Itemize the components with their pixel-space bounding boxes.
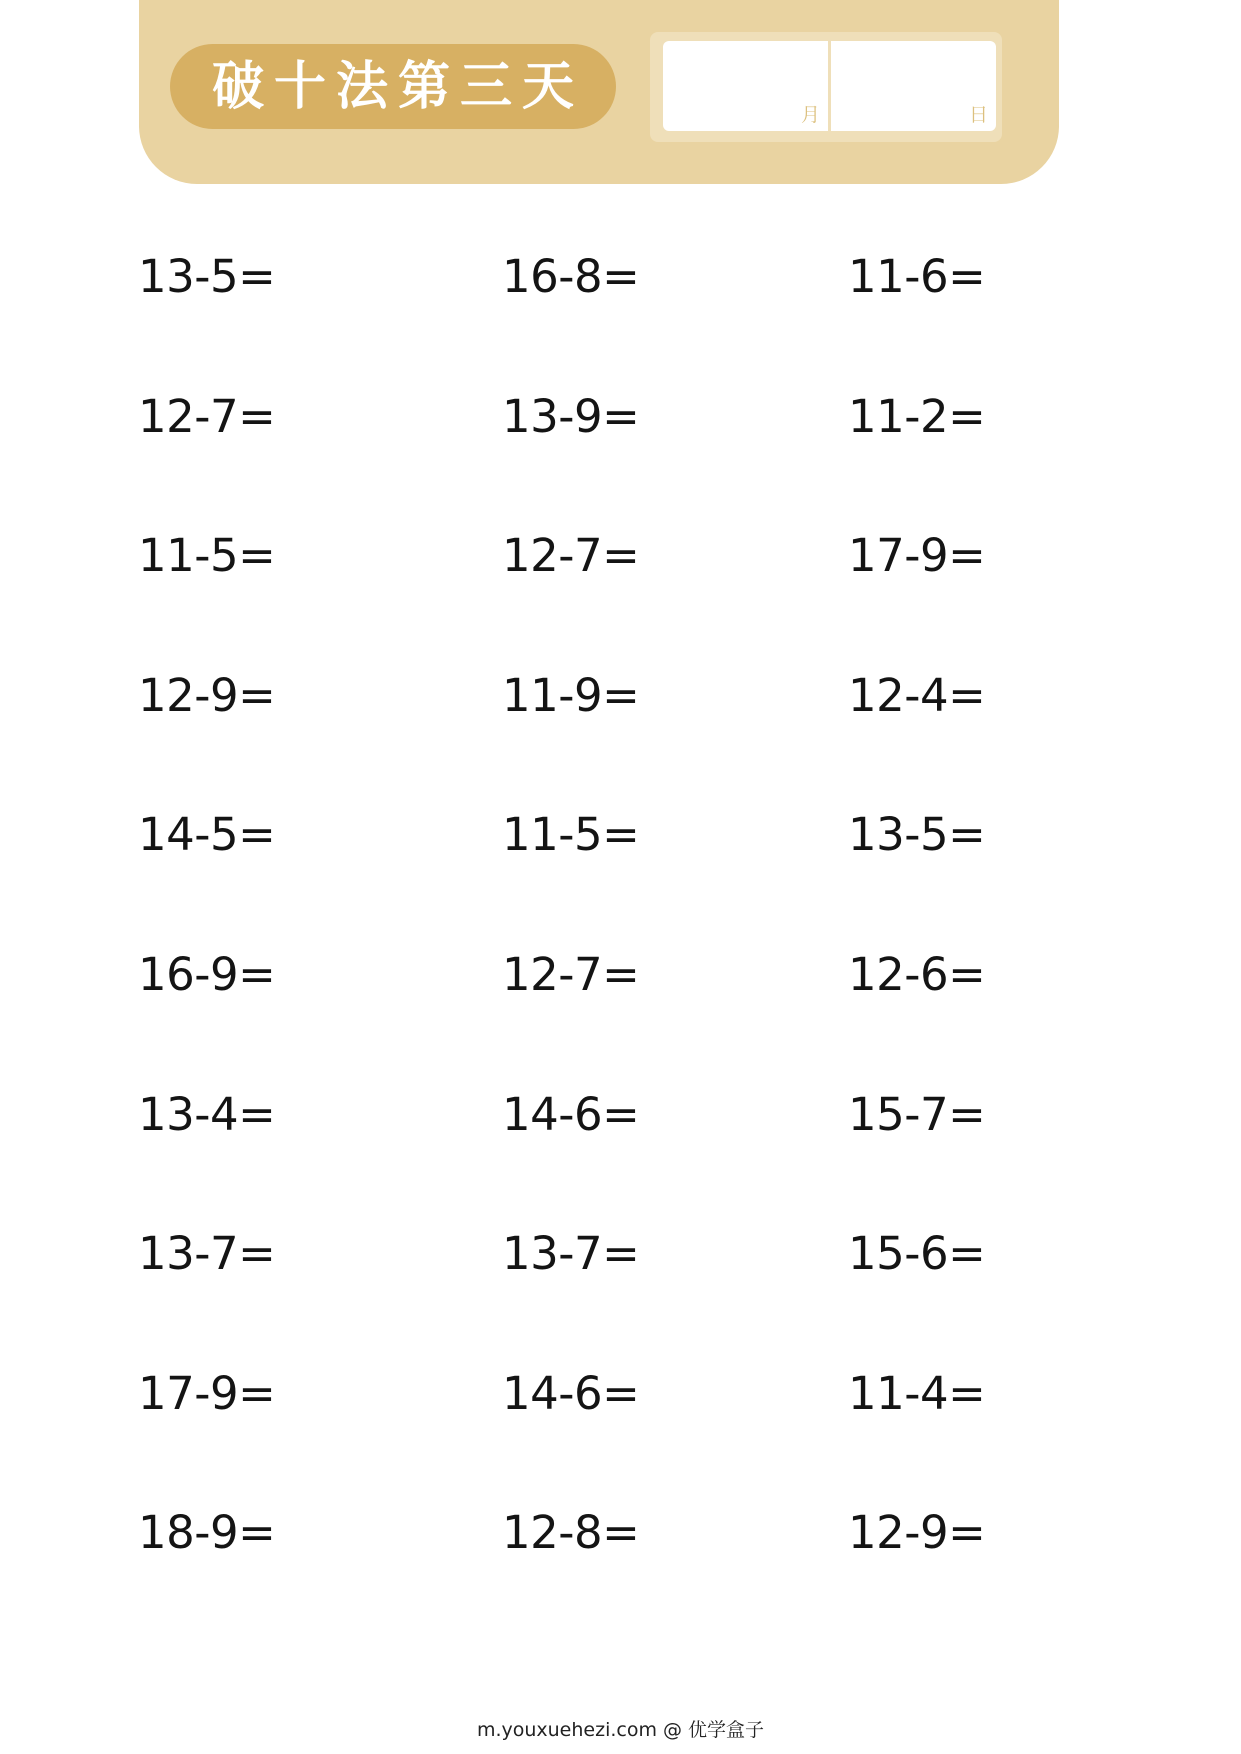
problem-r8-c1: 13-7= [138,1227,276,1280]
problem-r4-c2: 11-9= [502,669,640,722]
problem-r10-c3: 12-9= [848,1506,986,1559]
problem-r9-c1: 17-9= [138,1367,276,1420]
date-panel [650,32,1002,142]
problem-r8-c3: 15-6= [848,1227,986,1280]
problem-r7-c1: 13-4= [138,1088,276,1141]
day-label: 日 [968,104,988,126]
problem-r6-c1: 16-9= [138,948,276,1001]
problem-r2-c1: 12-7= [138,390,276,443]
problem-r4-c1: 12-9= [138,669,276,722]
problem-r9-c3: 11-4= [848,1367,986,1420]
problem-r5-c1: 14-5= [138,808,276,861]
title-pill [170,44,616,129]
problem-r1-c1: 13-5= [138,250,276,303]
worksheet-header [139,0,1059,184]
problem-r1-c3: 11-6= [848,250,986,303]
problem-r3-c1: 11-5= [138,529,276,582]
problem-r10-c1: 18-9= [138,1506,276,1559]
problem-r2-c3: 11-2= [848,390,986,443]
problem-r6-c2: 12-7= [502,948,640,1001]
problem-r6-c3: 12-6= [848,948,986,1001]
problem-r8-c2: 13-7= [502,1227,640,1280]
problem-r7-c3: 15-7= [848,1088,986,1141]
footer-watermark: m.youxuehezi.com @ 优学盒子 [476,1719,765,1741]
problem-r2-c2: 13-9= [502,390,640,443]
problem-r3-c3: 17-9= [848,529,986,582]
day-field[interactable] [831,41,996,131]
problem-r1-c2: 16-8= [502,250,640,303]
problem-r3-c2: 12-7= [502,529,640,582]
problem-r4-c3: 12-4= [848,669,986,722]
problem-r5-c2: 11-5= [502,808,640,861]
month-field[interactable] [663,41,828,131]
problem-r5-c3: 13-5= [848,808,986,861]
worksheet-title: 破十法第三天 [211,56,584,117]
problem-r10-c2: 12-8= [502,1506,640,1559]
problem-r9-c2: 14-6= [502,1367,640,1420]
problem-r7-c2: 14-6= [502,1088,640,1141]
month-label: 月 [800,104,820,126]
